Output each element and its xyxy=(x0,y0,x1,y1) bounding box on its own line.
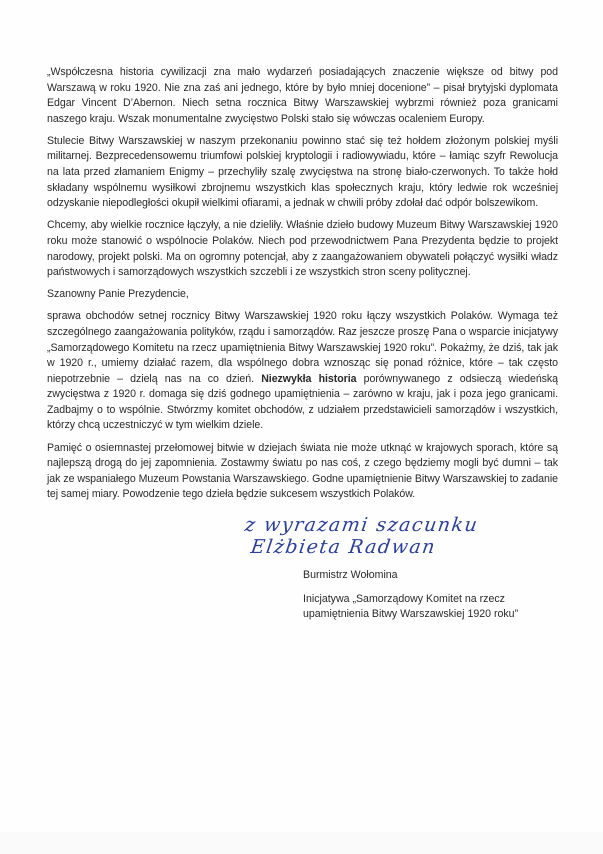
letter-body xyxy=(47,65,558,509)
initiative-line-1: Inicjatywa „Samorządowy Komitet na rzecz xyxy=(303,592,505,605)
signatory-title: Burmistrz Wołomina xyxy=(303,569,398,581)
bold-phrase: Niezwykła historia xyxy=(261,372,357,385)
paragraph-6: Pamięć o osiemnastej przełomowej bitwie w dziejach świata nie może utknąć w krajowych sporach, które są najlepszą drogą do jej zapomnienia. Zostawmy światu po nas coś, z czego będziemy mogli być dumni – tak jak ze wspaniałego Muzeum Powstania Warszawskiego. Godne upamiętnienie Bitwy Warszawskiej to zadanie tej samej miary. Powodzenie tego dzieła będzie sukcesem wszystkich Polaków. xyxy=(47,441,558,501)
handwritten-signature xyxy=(245,514,545,558)
signature-regards: z wyrazami szacunku xyxy=(243,514,480,536)
paragraph-3: Chcemy, aby wielkie rocznice łączyły, a nie dzieliły. Właśnie dzieło budowy Muzeum Bitwy Warszawskiej 1920 roku może stanowić o wspólnocie Polaków. Niech pod przewodnictwem Pana Prezydenta będzie to projekt narodowy, projekt polski. Ma on ogromny potencjał, aby z zaangażowaniem obywateli połączyć wysiłki władz państwowych i samorządowych wszystkich szczebli i ze wszystkich stron sceny politycznej. xyxy=(47,219,558,279)
paragraph-5-text-a: sprawa obchodów setnej rocznicy Bitwy Warszawskiej 1920 roku łączy wszystkich Polaków. Wymaga też szczególnego zaangażowania polityków, rządu i samorządów. Raz jeszcze proszę Pana o wsparcie inicjatywy „Samorządowego Komitetu na rzecz upamiętnienia Bitwy Warszawskiej 1920 roku”. Pokażmy, że dziś, tak jak w 1920 r., umiemy działać razem, dla wspólnego dobra wznosząc się ponad różnice, które – tak często niepotrzebnie – dzielą nas na co dzień. xyxy=(47,310,558,385)
paragraph-5-text-b: porównywanego z odsieczą wiedeńską zwycięstwa z 1920 r. domaga się dziś godnego upamiętnienia – zarówno w kraju, jak i poza jego granicami. Zadbajmy o to wspólnie. Stwórzmy komitet obchodów, z udziałem przedstawicieli samorządów i wszystkich, którzy chcą uczestniczyć w tym wielkim dziele. xyxy=(47,372,558,432)
page-bottom-edge xyxy=(0,832,603,854)
paragraph-5 xyxy=(47,309,558,434)
initiative-line-2: upamiętnienia Bitwy Warszawskiej 1920 roku” xyxy=(303,608,519,621)
salutation: Szanowny Panie Prezydencie, xyxy=(47,288,189,301)
paragraph-2: Stulecie Bitwy Warszawskiej w naszym przekonaniu powinno stać się też hołdem złożonym polskiej myśli militarnej. Bezprecedensowemu triumfowi polskiej kryptologii i radiowywiadu, które – łamiąc szyfr Rewolucja na lata przed złamaniem Enigmy – przechyliły szalę zwycięstwa na stronę biało-czerwonych. To także hołd składany wspólnemu wysiłkowi zbrojnemu wszystkich klas społecznych kraju, który ledwie rok wcześniej odzyskanie niepodległości okupił wielkimi ofiarami, a jednak w chwili próby zdołał dać odpór bolszewikom. xyxy=(47,134,558,210)
closing-block xyxy=(303,568,563,623)
signature-name: Elżbieta Radwan xyxy=(249,536,438,558)
paragraph-1: „Współczesna historia cywilizacji zna mało wydarzeń posiadających znaczenie większe od bitwy pod Warszawą w roku 1920. Nie zna zaś ani jednego, które by było mniej docenione” – pisał brytyjski dyplomata Edgar Vincent D’Abernon. Niech setna rocznica Bitwy Warszawskiej wybrzmi również poza granicami naszego kraju. Wszak monumentalne zwycięstwo Polski stało się wówczas ocaleniem Europy. xyxy=(47,66,558,125)
